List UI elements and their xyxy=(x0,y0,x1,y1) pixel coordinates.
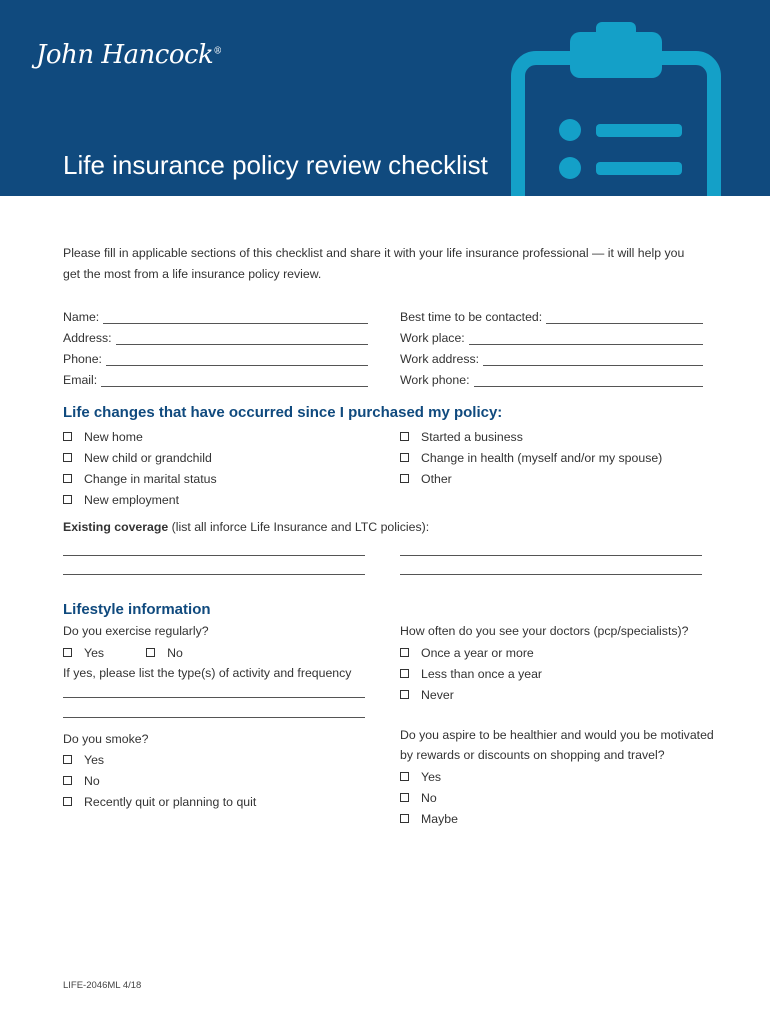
checkbox-box[interactable] xyxy=(400,814,409,823)
existing-coverage-bold: Existing coverage xyxy=(63,520,169,534)
checkbox-exercise-no[interactable] xyxy=(146,642,183,663)
life-changes-title: Life changes that have occurred since I purchased my policy: xyxy=(63,404,503,421)
checkbox-box[interactable] xyxy=(63,432,72,441)
coverage-line[interactable] xyxy=(400,555,702,556)
checkbox-label: Never xyxy=(421,687,454,702)
phone-field[interactable] xyxy=(63,345,368,366)
best-time-label: Best time to be contacted: xyxy=(400,310,543,324)
name-input-line[interactable] xyxy=(103,309,368,324)
page-title: Life insurance policy review checklist xyxy=(63,150,488,180)
checkbox-other[interactable] xyxy=(400,468,662,489)
name-field[interactable] xyxy=(63,303,368,324)
checkbox-box[interactable] xyxy=(63,648,72,657)
checkbox-box[interactable] xyxy=(63,453,72,462)
work-address-input-line[interactable] xyxy=(483,351,703,366)
header-banner xyxy=(0,0,770,196)
checkbox-doctor-once-or-more[interactable] xyxy=(400,642,542,663)
checkbox-doctor-never[interactable] xyxy=(400,684,542,705)
work-address-label: Work address: xyxy=(400,352,480,366)
checkbox-box[interactable] xyxy=(400,690,409,699)
form-code: LIFE-2046ML 4/18 xyxy=(63,980,142,991)
checkbox-label: Yes xyxy=(84,752,105,767)
checkbox-box[interactable] xyxy=(63,495,72,504)
lifestyle-title: Lifestyle information xyxy=(63,601,211,618)
checkbox-exercise-yes[interactable] xyxy=(63,642,104,663)
logo-text: John Hancock xyxy=(36,40,214,70)
checkbox-label: New child or grandchild xyxy=(84,450,212,465)
checkbox-label: Yes xyxy=(84,645,105,660)
phone-label: Phone: xyxy=(63,352,102,366)
address-label: Address: xyxy=(63,331,112,345)
work-place-input-line[interactable] xyxy=(469,330,703,345)
coverage-line[interactable] xyxy=(63,555,365,556)
checkbox-smoke-yes[interactable] xyxy=(63,749,256,770)
logo-registered-mark: ® xyxy=(213,46,222,57)
life-changes-right xyxy=(400,426,662,489)
checkbox-box[interactable] xyxy=(400,648,409,657)
exercise-options xyxy=(63,642,225,663)
checkbox-label: Once a year or more xyxy=(421,645,534,660)
checkbox-box[interactable] xyxy=(400,669,409,678)
coverage-line[interactable] xyxy=(63,574,365,575)
checkbox-label: Recently quit or planning to quit xyxy=(84,794,257,809)
activity-line[interactable] xyxy=(63,717,365,718)
healthier-question-line2: by rewards or discounts on shopping and travel? xyxy=(400,748,665,762)
exercise-follow-up: If yes, please list the type(s) of activity and frequency xyxy=(63,666,352,680)
checkbox-box[interactable] xyxy=(400,772,409,781)
best-time-input-line[interactable] xyxy=(546,309,703,324)
checkbox-label: Started a business xyxy=(421,429,523,444)
checkbox-box[interactable] xyxy=(400,474,409,483)
life-changes-left xyxy=(63,426,217,510)
checkbox-healthier-yes[interactable] xyxy=(400,766,458,787)
smoke-options xyxy=(63,749,256,812)
checkbox-label: New home xyxy=(84,429,143,444)
checkbox-doctor-less-than-once[interactable] xyxy=(400,663,542,684)
checkbox-new-employment[interactable] xyxy=(63,489,217,510)
email-label: Email: xyxy=(63,373,98,387)
activity-line[interactable] xyxy=(63,697,365,698)
checkbox-label: Less than once a year xyxy=(421,666,542,681)
clipboard-checklist-icon xyxy=(508,20,728,196)
checkbox-label: No xyxy=(167,645,183,660)
checkbox-label: Yes xyxy=(421,769,442,784)
checkbox-change-in-health[interactable] xyxy=(400,447,662,468)
address-input-line[interactable] xyxy=(116,330,368,345)
work-phone-input-line[interactable] xyxy=(474,372,704,387)
work-address-field[interactable] xyxy=(400,345,703,366)
coverage-line[interactable] xyxy=(400,574,702,575)
checkbox-box[interactable] xyxy=(400,432,409,441)
exercise-question: Do you exercise regularly? xyxy=(63,624,209,638)
healthier-options xyxy=(400,766,458,829)
checkbox-box[interactable] xyxy=(400,453,409,462)
email-field[interactable] xyxy=(63,366,368,387)
intro-text: Please fill in applicable sections of this checklist and share it with your life insurance professional — it will help you get the most from a life insurance policy review. xyxy=(63,246,685,281)
checkbox-started-business[interactable] xyxy=(400,426,662,447)
checkbox-label: Change in health (myself and/or my spouse) xyxy=(421,450,663,465)
work-phone-field[interactable] xyxy=(400,366,703,387)
name-label: Name: xyxy=(63,310,100,324)
checkbox-label: No xyxy=(421,790,437,805)
phone-input-line[interactable] xyxy=(106,351,368,366)
checkbox-label: Maybe xyxy=(421,811,458,826)
checkbox-box[interactable] xyxy=(146,648,155,657)
checkbox-box[interactable] xyxy=(63,474,72,483)
existing-coverage-rest: (list all inforce Life Insurance and LTC policies): xyxy=(168,520,430,534)
best-time-field[interactable] xyxy=(400,303,703,324)
checkbox-label: Change in marital status xyxy=(84,471,217,486)
work-place-field[interactable] xyxy=(400,324,703,345)
checkbox-box[interactable] xyxy=(63,797,72,806)
checkbox-healthier-maybe[interactable] xyxy=(400,808,458,829)
address-field[interactable] xyxy=(63,324,368,345)
work-place-label: Work place: xyxy=(400,331,465,345)
healthier-question-line1: Do you aspire to be healthier and would you be motivated xyxy=(400,728,714,742)
doctors-question: How often do you see your doctors (pcp/specialists)? xyxy=(400,624,689,638)
checkbox-new-child[interactable] xyxy=(63,447,217,468)
checkbox-healthier-no[interactable] xyxy=(400,787,458,808)
existing-coverage-label xyxy=(63,517,429,538)
checkbox-box[interactable] xyxy=(63,776,72,785)
contact-fields-left xyxy=(63,303,368,387)
contact-fields-right xyxy=(400,303,703,387)
checkbox-label: New employment xyxy=(84,492,179,507)
checkbox-marital-status[interactable] xyxy=(63,468,217,489)
checkbox-box[interactable] xyxy=(63,755,72,764)
checkbox-label: Other xyxy=(421,471,452,486)
work-phone-label: Work phone: xyxy=(400,373,470,387)
checkbox-new-home[interactable] xyxy=(63,426,217,447)
email-input-line[interactable] xyxy=(101,372,368,387)
checkbox-smoke-no[interactable] xyxy=(63,770,256,791)
doctors-options xyxy=(400,642,542,705)
smoke-question: Do you smoke? xyxy=(63,732,149,746)
checkbox-label: No xyxy=(84,773,100,788)
checkbox-smoke-quit[interactable] xyxy=(63,791,256,812)
checkbox-box[interactable] xyxy=(400,793,409,802)
john-hancock-logo xyxy=(36,40,222,70)
